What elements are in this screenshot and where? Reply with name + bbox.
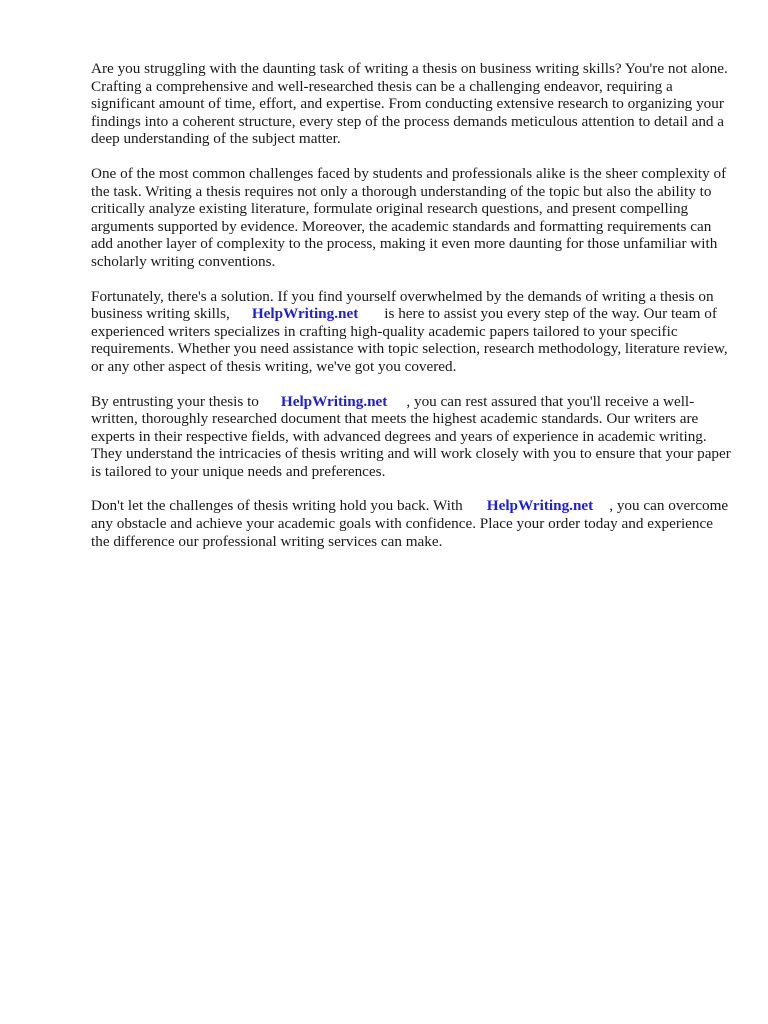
helpwriting-link-3[interactable]: HelpWriting.net	[486, 497, 594, 515]
document-body	[91, 60, 731, 567]
paragraph-entrusting-text-start: By entrusting your thesis to	[91, 392, 259, 410]
paragraph-challenges: One of the most common challenges faced by students and professionals alike is the sheer complexity of the task. Writing a thesis requires not only a thorough understanding of the topic but also the ability to critically analyze existing literature, formulate original research questions, and present compelling arguments supported by evidence. Moreover, the academic standards and formatting requirements can add another layer of complexity to the process, making it even more daunting for those unfamiliar with scholarly writing conventions.	[91, 164, 727, 270]
paragraph-entrusting	[91, 393, 731, 481]
paragraph-entrusting-text-end: , you can rest assured that you'll receive a well-written, thoroughly researched document that meets the highest academic standards. Our writers are experts in their respective fields, with advanced degrees and years of experience in academic writing. They understand the intricacies of thesis writing and will work closely with you to ensure that your paper is tailored to your unique needs and preferences.	[91, 392, 731, 480]
paragraph-closing-text-start: Don't let the challenges of thesis writing hold you back. With	[91, 497, 463, 515]
paragraph-solution	[91, 288, 731, 376]
helpwriting-link-2[interactable]: HelpWriting.net	[280, 392, 388, 410]
paragraph-solution-text-start: Fortunately, there's a solution. If you find yourself overwhelmed by the demands of writing a thesis on business writing skills,	[91, 287, 714, 323]
helpwriting-link-1[interactable]: HelpWriting.net	[251, 305, 359, 323]
paragraph-solution-text-end: is here to assist you every step of the way. Our team of experienced writers specializes in crafting high-quality academic papers tailored to your specific requirements. Whether you need assistance with topic selection, research methodology, literature review, or any other aspect of thesis writing, we've got you covered.	[91, 305, 728, 375]
paragraph-closing	[91, 497, 731, 550]
paragraph-closing-text-end: , you can overcome any obstacle and achieve your academic goals with confidence. Place your order today and experience the difference our professional writing services can make.	[91, 497, 729, 550]
paragraph-intro: Are you struggling with the daunting task of writing a thesis on business writing skills? You're not alone. Crafting a comprehensive and well-researched thesis can be a challenging endeavor, requiring a significant amount of time, effort, and expertise. From conducting extensive research to organizing your findings into a coherent structure, every step of the process demands meticulous attention to detail and a deep understanding of the subject matter.	[91, 60, 728, 148]
